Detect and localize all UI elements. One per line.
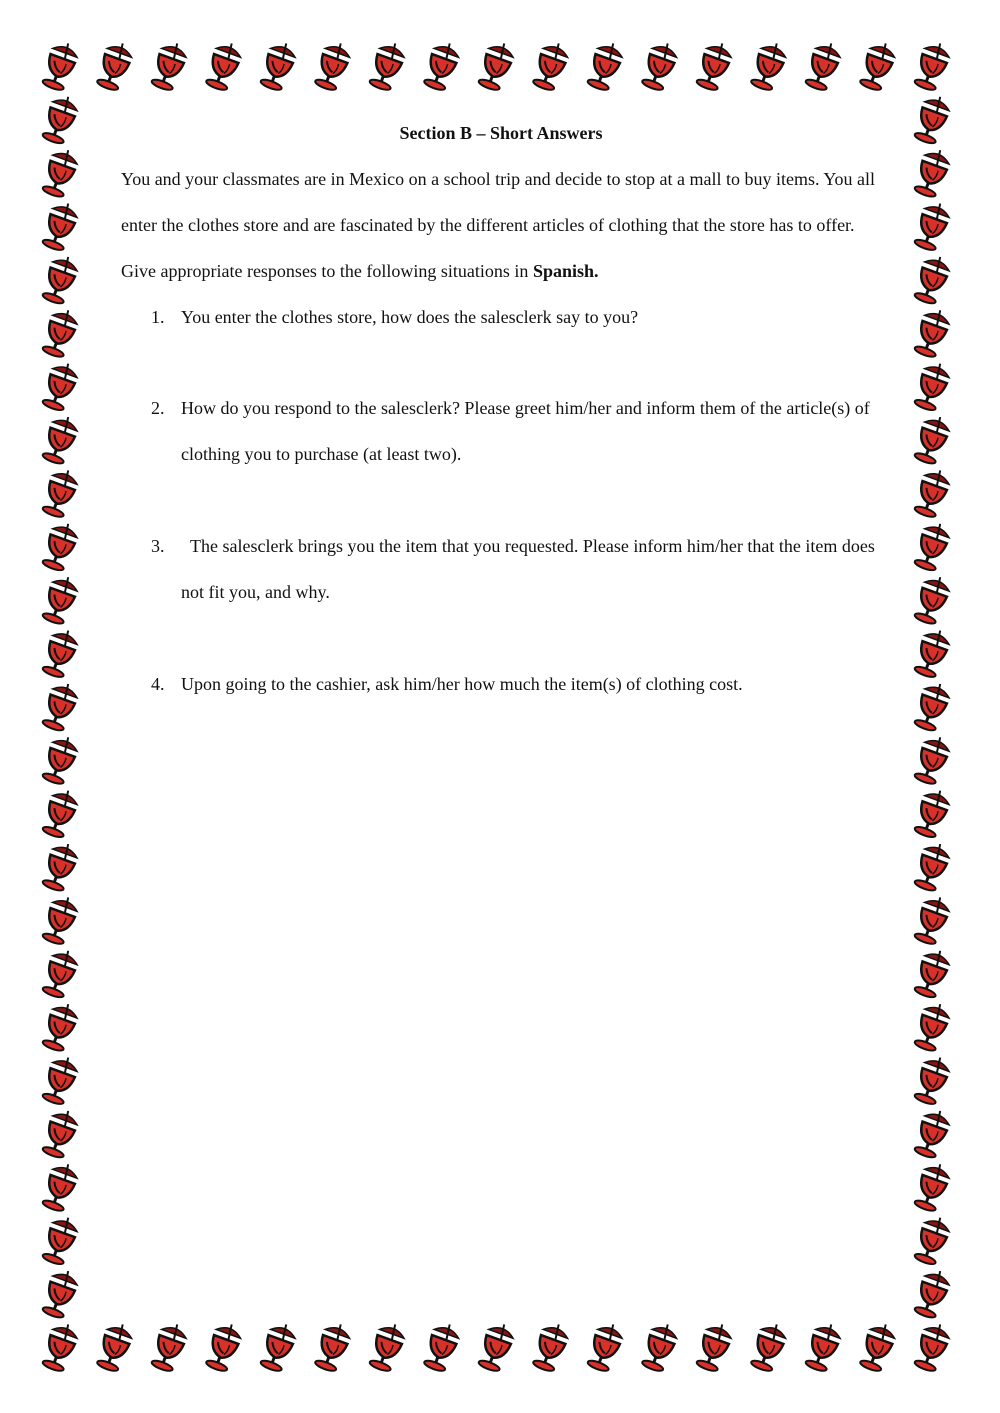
question-number: 4. (151, 674, 165, 694)
question-item (121, 661, 881, 707)
drink-glass-icon (912, 786, 953, 840)
question-item (121, 523, 881, 615)
drink-glass-icon (94, 1320, 135, 1374)
drink-glass-icon (748, 39, 789, 93)
drink-glass-icon (40, 626, 81, 680)
drink-glass-icon (912, 1160, 953, 1214)
drink-glass-icon (367, 1320, 408, 1374)
instructions-language: Spanish. (532, 261, 599, 281)
question-item (121, 385, 881, 477)
drink-glass-icon (40, 893, 81, 947)
drink-glass-icon (912, 466, 953, 520)
drink-glass-icon (203, 1320, 244, 1374)
drink-glass-icon (912, 253, 953, 307)
drink-glass-icon (912, 306, 953, 360)
drink-glass-icon (40, 946, 81, 1000)
drink-glass-icon (912, 519, 953, 573)
question-number: 1. (151, 307, 165, 327)
drink-glass-icon (912, 146, 953, 200)
drink-glass-icon (40, 92, 81, 146)
drink-glass-icon (367, 39, 408, 93)
drink-glass-icon (912, 626, 953, 680)
question-text: The salesclerk brings you the item that you requested. Please inform him/her that the item does not fit you, and why. (181, 536, 875, 602)
drink-glass-icon (312, 1320, 353, 1374)
drink-glass-icon (40, 786, 81, 840)
drink-glass-icon (639, 1320, 680, 1374)
drink-glass-icon (40, 253, 81, 307)
question-item (121, 294, 881, 340)
drink-glass-icon (912, 1107, 953, 1161)
drink-glass-icon (40, 413, 81, 467)
drink-glass-icon (912, 680, 953, 734)
instructions-paragraph (121, 156, 881, 294)
drink-glass-icon (476, 1320, 517, 1374)
drink-glass-icon (40, 840, 81, 894)
drink-glass-icon (40, 1320, 81, 1374)
drink-glass-icon (585, 1320, 626, 1374)
drink-glass-icon (40, 1267, 81, 1321)
drink-glass-icon (912, 92, 953, 146)
instructions-text: You and your classmates are in Mexico on a school trip and decide to stop at a mall to buy items. You all enter the clothes store and are fascinated by the different articles of clothing that the store has to offer. Give appropriate responses to the following situations in (121, 169, 876, 281)
drink-glass-icon (857, 1320, 898, 1374)
section-title: Section B – Short Answers (399, 123, 603, 143)
drink-glass-icon (40, 359, 81, 413)
drink-glass-icon (40, 1160, 81, 1214)
drink-glass-icon (258, 39, 299, 93)
drink-glass-icon (421, 1320, 462, 1374)
drink-glass-icon (40, 1213, 81, 1267)
drink-glass-icon (40, 306, 81, 360)
drink-glass-icon (203, 39, 244, 93)
drink-glass-icon (912, 840, 953, 894)
drink-glass-icon (912, 1320, 953, 1374)
worksheet-content (121, 118, 881, 707)
drink-glass-icon (857, 39, 898, 93)
drink-glass-icon (912, 199, 953, 253)
drink-glass-icon (40, 1053, 81, 1107)
drink-glass-icon (40, 146, 81, 200)
drink-glass-icon (912, 1000, 953, 1054)
drink-glass-icon (694, 1320, 735, 1374)
question-list (121, 294, 881, 707)
drink-glass-icon (585, 39, 626, 93)
question-number: 2. (151, 398, 165, 418)
question-text: You enter the clothes store, how does the salesclerk say to you? (181, 307, 639, 327)
drink-glass-icon (912, 413, 953, 467)
drink-glass-icon (912, 733, 953, 787)
drink-glass-icon (421, 39, 462, 93)
drink-glass-icon (912, 946, 953, 1000)
drink-glass-icon (40, 519, 81, 573)
drink-glass-icon (258, 1320, 299, 1374)
drink-glass-icon (912, 573, 953, 627)
drink-glass-icon (912, 359, 953, 413)
drink-glass-icon (803, 39, 844, 93)
drink-glass-icon (312, 39, 353, 93)
drink-glass-icon (40, 733, 81, 787)
question-number: 3. (151, 536, 165, 556)
drink-glass-icon (912, 1053, 953, 1107)
drink-glass-icon (40, 1107, 81, 1161)
drink-glass-icon (912, 1213, 953, 1267)
drink-glass-icon (530, 39, 571, 93)
drink-glass-icon (149, 39, 190, 93)
drink-glass-icon (639, 39, 680, 93)
drink-glass-icon (694, 39, 735, 93)
drink-glass-icon (912, 893, 953, 947)
drink-glass-icon (40, 680, 81, 734)
drink-glass-icon (149, 1320, 190, 1374)
drink-glass-icon (40, 466, 81, 520)
drink-glass-icon (40, 1000, 81, 1054)
drink-glass-icon (40, 199, 81, 253)
drink-glass-icon (476, 39, 517, 93)
drink-glass-icon (40, 573, 81, 627)
drink-glass-icon (803, 1320, 844, 1374)
drink-glass-icon (530, 1320, 571, 1374)
drink-glass-icon (912, 39, 953, 93)
question-text: How do you respond to the salesclerk? Please greet him/her and inform them of the article(s) of clothing you to purchase (at least two). (181, 398, 870, 464)
drink-glass-icon (912, 1267, 953, 1321)
question-text: Upon going to the cashier, ask him/her how much the item(s) of clothing cost. (181, 674, 743, 694)
drink-glass-icon (94, 39, 135, 93)
drink-glass-icon (748, 1320, 789, 1374)
drink-glass-icon (40, 39, 81, 93)
